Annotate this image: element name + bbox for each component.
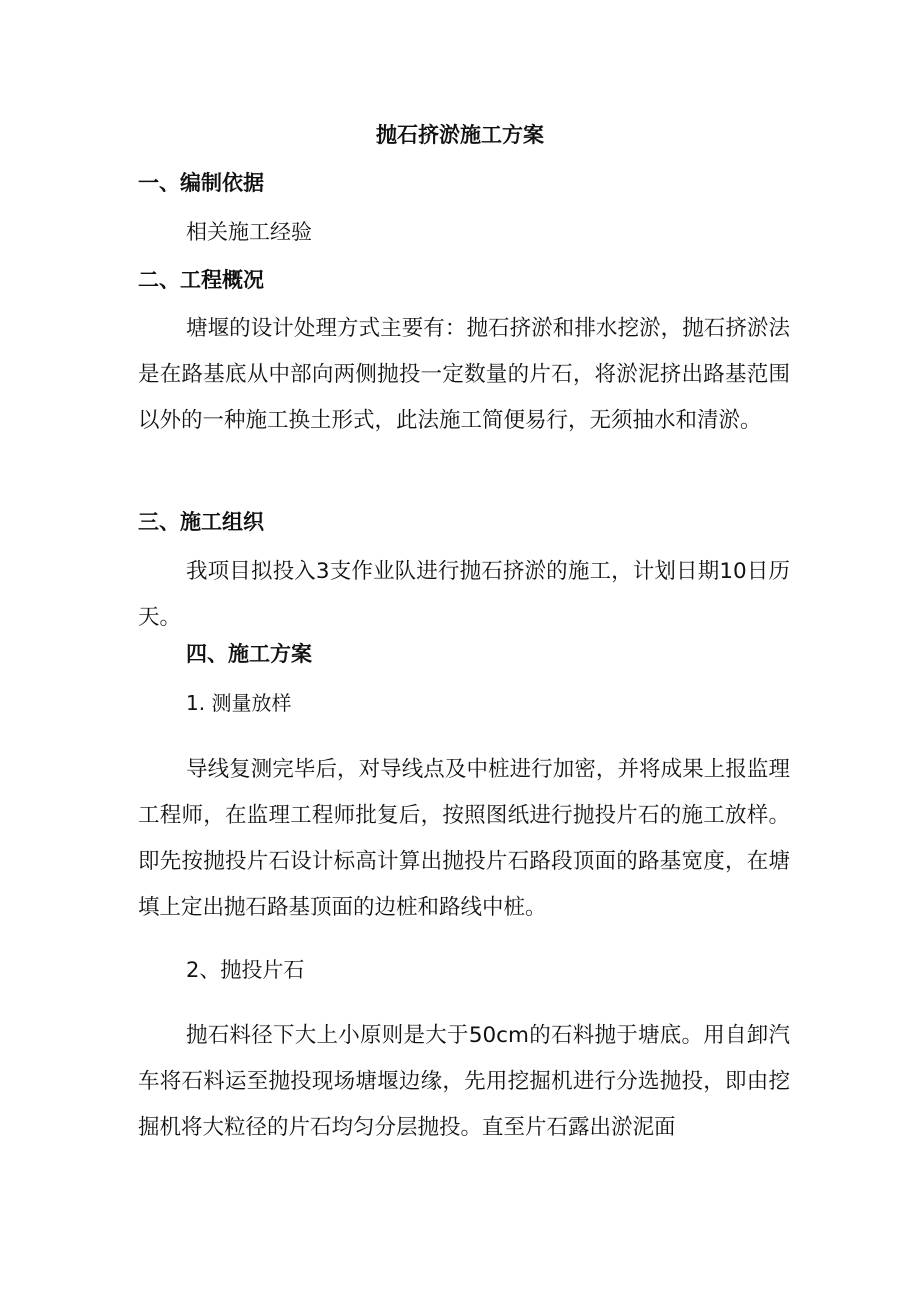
subsection-body-survey: 导线复测完毕后，对导线点及中桩进行加密，并将成果上报监理工程师，在监理工程师批复后，按照图纸进行抛投片石的施工放样。即先按抛投片石设计标高计算出抛投片石路段顶面的路基宽度，在塘填上定出抛石路基顶面的边桩和路线中桩。 [138, 757, 790, 920]
section-heading-organization: 三、施工组织 [138, 510, 264, 534]
document-title: 抛石挤淤施工方案 [376, 123, 544, 147]
section-heading-overview: 二、工程概况 [138, 268, 264, 292]
section-body-overview: 塘堰的设计处理方式主要有：抛石挤淤和排水挖淤，抛石挤淤法是在路基底从中部向两侧抛投一定数量的片石，将淤泥挤出路基范围以外的一种施工换土形式，此法施工简便易行，无须抽水和清淤。 [138, 316, 790, 433]
subsection-body-stone-dumping: 抛石料径下大上小原则是大于50cm的石料抛于塘底。用自卸汽车将石料运至抛投现场塘堰边缘，先用挖掘机进行分选抛投，即由挖掘机将大粒径的片石均匀分层抛投。直至片石露出淤泥面 [138, 1023, 790, 1140]
section-body-basis: 相关施工经验 [186, 220, 312, 244]
section-heading-basis: 一、编制依据 [138, 171, 264, 195]
section-heading-plan: 四、施工方案 [186, 642, 312, 666]
subsection-heading-stone-dumping: 2、抛投片石 [186, 958, 305, 982]
section-body-organization: 我项目拟投入3支作业队进行抛石挤淤的施工，计划日期10日历天。 [138, 559, 790, 630]
subsection-heading-survey: 1. 测量放样 [186, 691, 292, 715]
